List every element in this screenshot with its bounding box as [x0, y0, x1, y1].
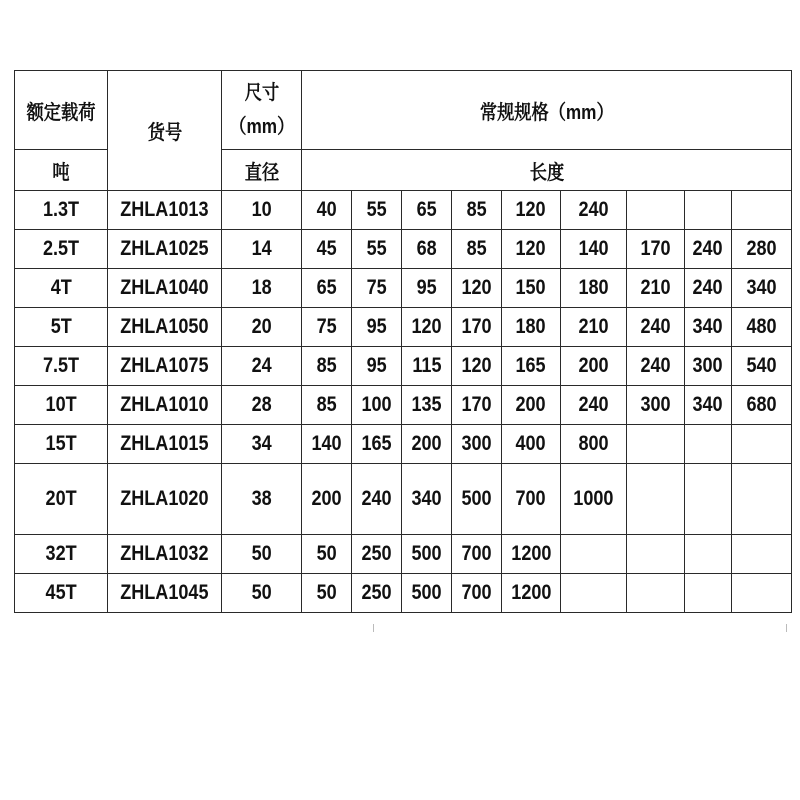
- length-cell: 500: [452, 464, 502, 535]
- length-cell: [732, 574, 792, 613]
- length-cell: 85: [302, 386, 352, 425]
- length-cell: 300: [627, 386, 685, 425]
- item-no-cell: ZHLA1015: [108, 425, 222, 464]
- length-cell: 170: [627, 230, 685, 269]
- length-cell: 45: [302, 230, 352, 269]
- length-cell: [627, 425, 685, 464]
- diameter-header: 直径: [222, 150, 302, 191]
- item-no-cell: ZHLA1025: [108, 230, 222, 269]
- item-no-cell: ZHLA1010: [108, 386, 222, 425]
- length-cell: 240: [352, 464, 402, 535]
- length-cell: 65: [302, 269, 352, 308]
- table-row: [15, 386, 792, 425]
- table-row: [15, 269, 792, 308]
- table-row: [15, 535, 792, 574]
- size-header-line2: （mm）: [228, 116, 294, 138]
- diameter-cell: 34: [222, 425, 302, 464]
- size-header: [222, 71, 302, 150]
- length-cell: 250: [352, 574, 402, 613]
- item-no-cell: ZHLA1040: [108, 269, 222, 308]
- length-cell: 180: [502, 308, 561, 347]
- table-row: [15, 230, 792, 269]
- length-cell: 480: [732, 308, 792, 347]
- diameter-cell: 10: [222, 191, 302, 230]
- length-cell: [627, 574, 685, 613]
- length-cell: 50: [302, 574, 352, 613]
- length-cell: 120: [502, 230, 561, 269]
- length-cell: 150: [502, 269, 561, 308]
- diameter-cell: 14: [222, 230, 302, 269]
- rated-load-cell: 4T: [15, 269, 108, 308]
- length-cell: 140: [561, 230, 627, 269]
- length-cell: 85: [452, 191, 502, 230]
- length-cell: 140: [302, 425, 352, 464]
- length-cell: 300: [452, 425, 502, 464]
- table-row: [15, 574, 792, 613]
- length-cell: 170: [452, 308, 502, 347]
- length-header: 长度: [302, 150, 792, 191]
- length-cell: 800: [561, 425, 627, 464]
- length-cell: 700: [502, 464, 561, 535]
- length-cell: [732, 464, 792, 535]
- length-cell: 170: [452, 386, 502, 425]
- rated-load-header: 额定载荷: [15, 71, 108, 150]
- length-cell: 75: [352, 269, 402, 308]
- length-cell: 500: [402, 535, 452, 574]
- length-cell: 165: [502, 347, 561, 386]
- length-cell: 95: [402, 269, 452, 308]
- length-cell: 120: [452, 269, 502, 308]
- table-edge-mark: [373, 624, 377, 632]
- table-row: [15, 191, 792, 230]
- header-row: [15, 71, 792, 150]
- length-cell: [685, 535, 732, 574]
- rated-load-cell: 2.5T: [15, 230, 108, 269]
- item-no-header: 货号: [108, 71, 222, 191]
- length-cell: 55: [352, 230, 402, 269]
- table-body: [15, 71, 792, 613]
- length-cell: 40: [302, 191, 352, 230]
- length-cell: 55: [352, 191, 402, 230]
- length-cell: 95: [352, 347, 402, 386]
- rated-load-cell: 1.3T: [15, 191, 108, 230]
- length-cell: 200: [502, 386, 561, 425]
- table-row: [15, 347, 792, 386]
- length-cell: 680: [732, 386, 792, 425]
- rated-load-cell: 5T: [15, 308, 108, 347]
- length-cell: 50: [302, 535, 352, 574]
- item-no-cell: ZHLA1045: [108, 574, 222, 613]
- length-cell: 68: [402, 230, 452, 269]
- table-row: [15, 464, 792, 535]
- length-cell: 240: [685, 230, 732, 269]
- length-cell: [627, 191, 685, 230]
- length-cell: 210: [561, 308, 627, 347]
- length-cell: [561, 574, 627, 613]
- length-cell: 120: [402, 308, 452, 347]
- length-cell: 250: [352, 535, 402, 574]
- length-cell: [732, 191, 792, 230]
- length-cell: 165: [352, 425, 402, 464]
- length-cell: 240: [561, 386, 627, 425]
- length-cell: 75: [302, 308, 352, 347]
- length-cell: 200: [402, 425, 452, 464]
- length-cell: 210: [627, 269, 685, 308]
- length-cell: 700: [452, 535, 502, 574]
- table-row: [15, 308, 792, 347]
- length-cell: 1200: [502, 535, 561, 574]
- length-cell: 340: [685, 386, 732, 425]
- rated-load-cell: 10T: [15, 386, 108, 425]
- length-cell: 1000: [561, 464, 627, 535]
- rated-load-cell: 15T: [15, 425, 108, 464]
- rated-load-cell: 20T: [15, 464, 108, 535]
- diameter-cell: 50: [222, 535, 302, 574]
- length-cell: 240: [561, 191, 627, 230]
- table-edge-mark: [786, 624, 790, 632]
- length-cell: 500: [402, 574, 452, 613]
- item-no-cell: ZHLA1020: [108, 464, 222, 535]
- length-cell: 115: [402, 347, 452, 386]
- length-cell: [627, 535, 685, 574]
- diameter-cell: 20: [222, 308, 302, 347]
- length-cell: 540: [732, 347, 792, 386]
- spec-table: [14, 70, 792, 613]
- length-cell: 340: [402, 464, 452, 535]
- diameter-cell: 38: [222, 464, 302, 535]
- length-cell: 700: [452, 574, 502, 613]
- rated-load-cell: 32T: [15, 535, 108, 574]
- length-cell: [561, 535, 627, 574]
- length-cell: 95: [352, 308, 402, 347]
- rated-load-cell: 7.5T: [15, 347, 108, 386]
- rated-load-cell: 45T: [15, 574, 108, 613]
- length-cell: [685, 574, 732, 613]
- length-cell: [627, 464, 685, 535]
- item-no-cell: ZHLA1032: [108, 535, 222, 574]
- spec-header: 常规规格（mm）: [302, 71, 792, 150]
- table-row: [15, 425, 792, 464]
- diameter-cell: 24: [222, 347, 302, 386]
- length-cell: 280: [732, 230, 792, 269]
- length-cell: [732, 425, 792, 464]
- length-cell: 200: [561, 347, 627, 386]
- length-cell: 240: [685, 269, 732, 308]
- length-cell: 200: [302, 464, 352, 535]
- length-cell: 85: [302, 347, 352, 386]
- item-no-cell: ZHLA1050: [108, 308, 222, 347]
- length-cell: 135: [402, 386, 452, 425]
- length-cell: 300: [685, 347, 732, 386]
- length-cell: [685, 425, 732, 464]
- diameter-cell: 18: [222, 269, 302, 308]
- item-no-cell: ZHLA1013: [108, 191, 222, 230]
- length-cell: 240: [627, 347, 685, 386]
- length-cell: 85: [452, 230, 502, 269]
- size-header-line1: 尺寸: [244, 82, 279, 104]
- diameter-cell: 28: [222, 386, 302, 425]
- diameter-cell: 50: [222, 574, 302, 613]
- length-cell: 120: [452, 347, 502, 386]
- length-cell: 340: [732, 269, 792, 308]
- item-no-cell: ZHLA1075: [108, 347, 222, 386]
- rated-load-unit: 吨: [15, 150, 108, 191]
- length-cell: 100: [352, 386, 402, 425]
- length-cell: 240: [627, 308, 685, 347]
- length-cell: 120: [502, 191, 561, 230]
- length-cell: 180: [561, 269, 627, 308]
- length-cell: [732, 535, 792, 574]
- length-cell: 65: [402, 191, 452, 230]
- length-cell: [685, 464, 732, 535]
- length-cell: 400: [502, 425, 561, 464]
- length-cell: 340: [685, 308, 732, 347]
- length-cell: 1200: [502, 574, 561, 613]
- length-cell: [685, 191, 732, 230]
